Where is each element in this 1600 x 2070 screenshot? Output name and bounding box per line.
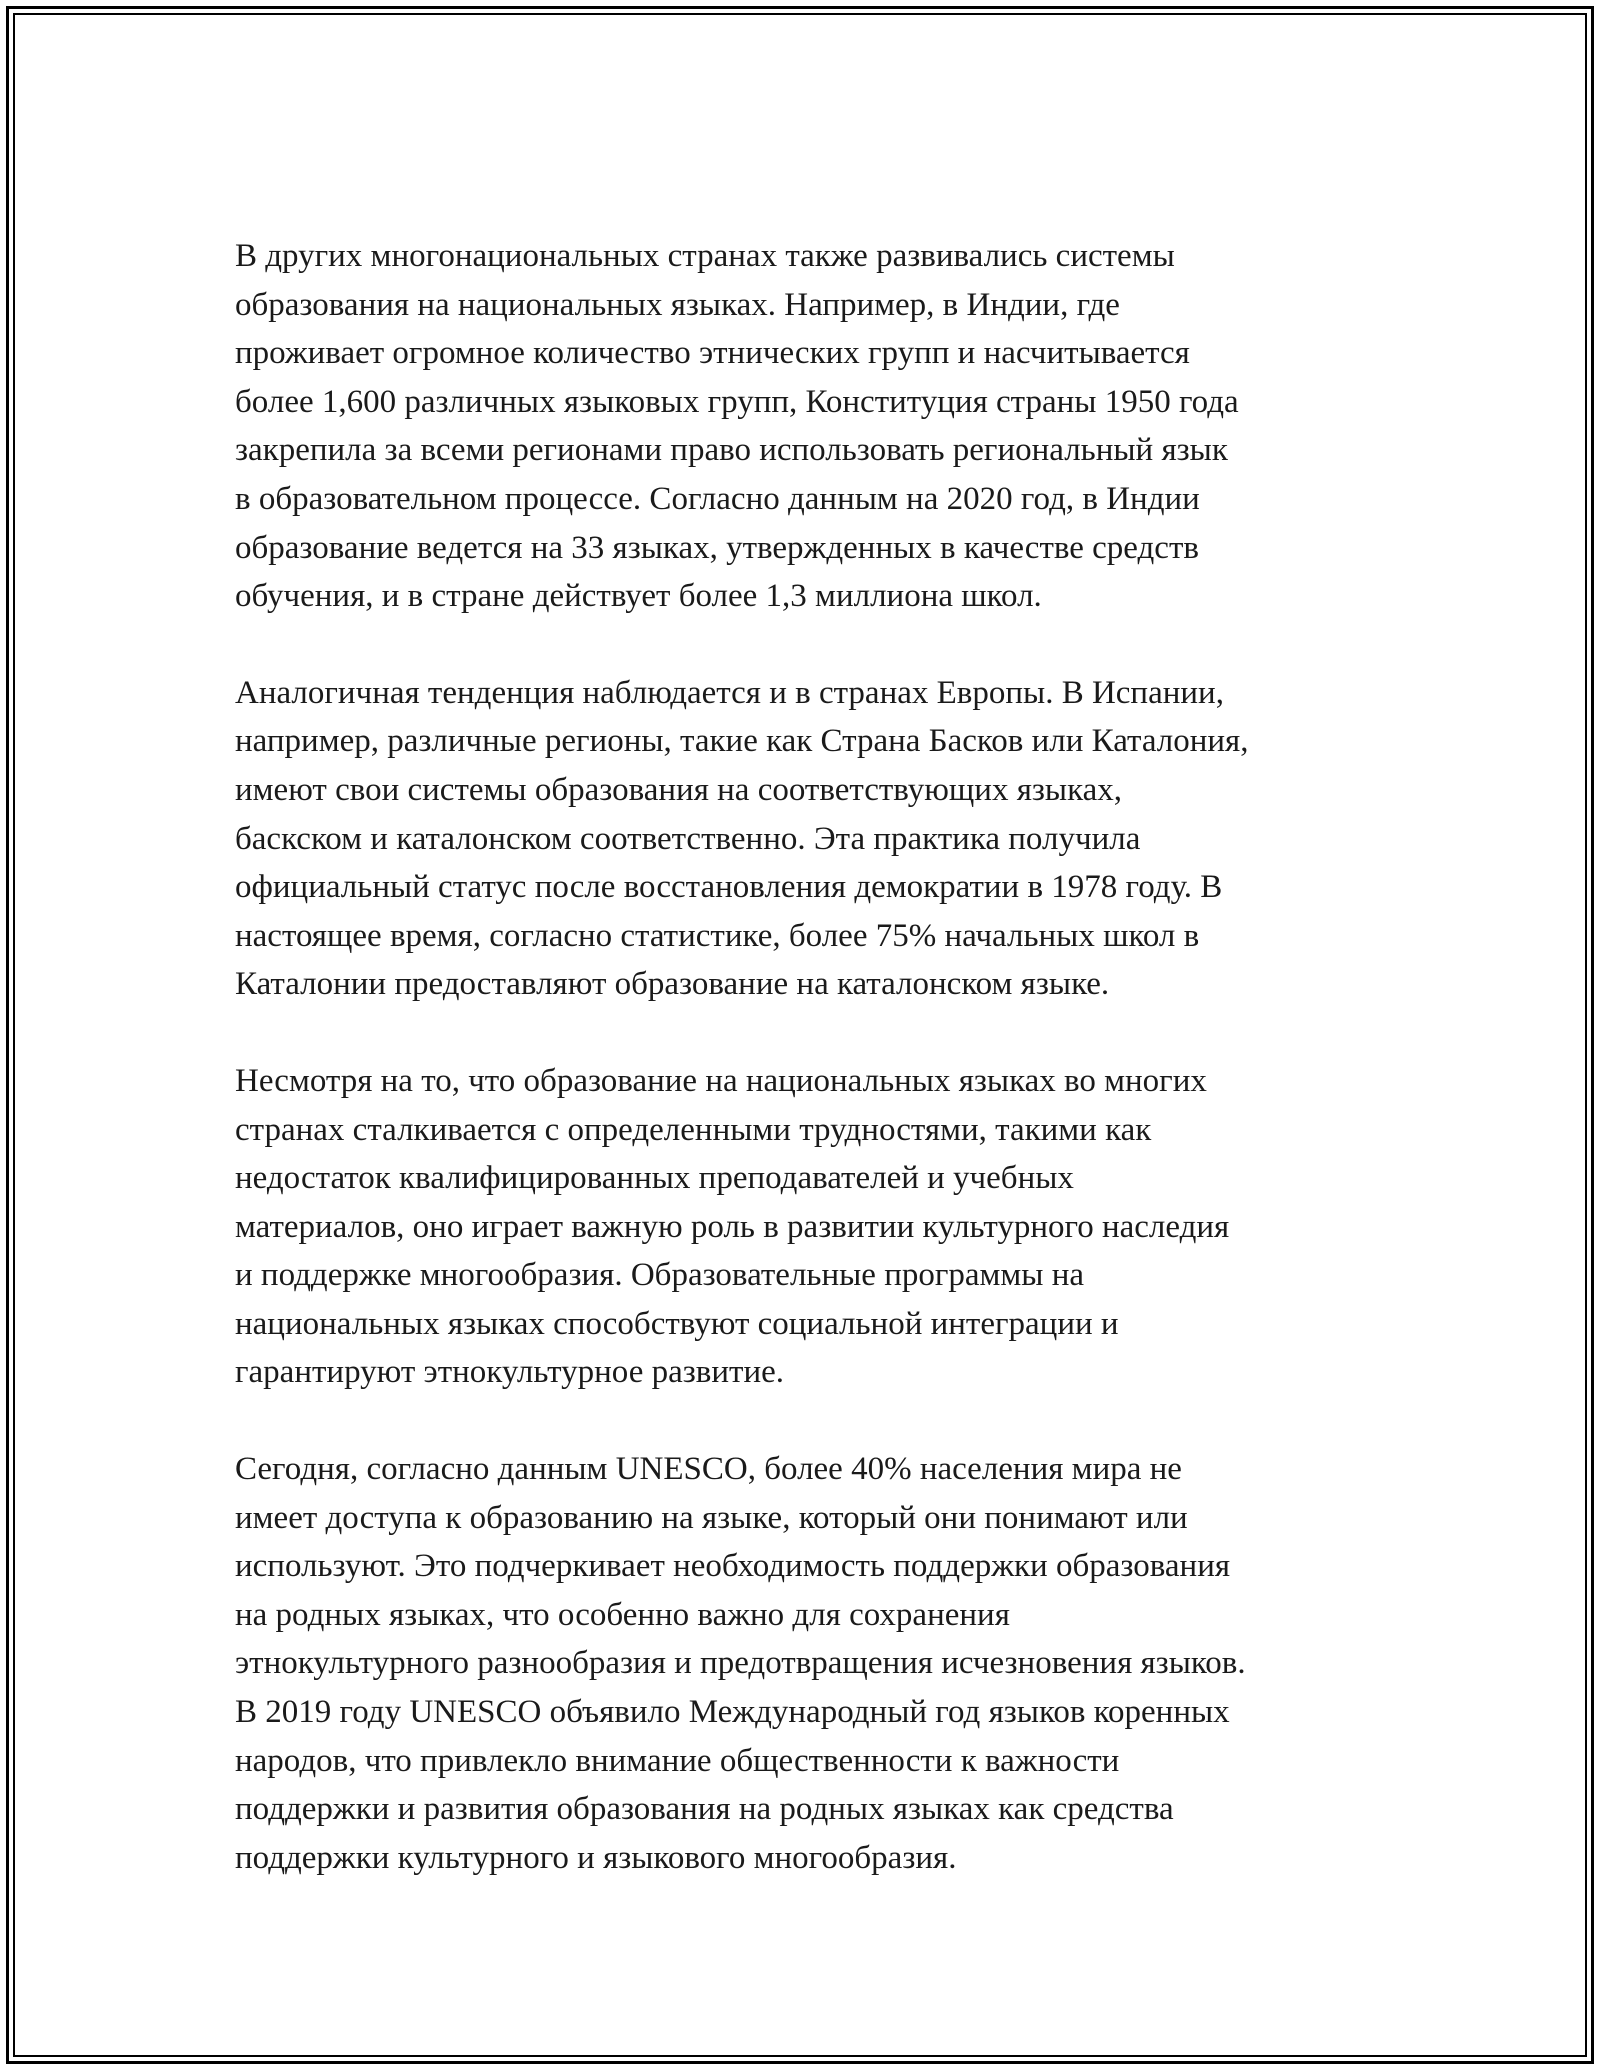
paragraph-india: В других многонациональных странах также развивались системы образования на национальных языках. Например, в Индии, где проживает огромное количество этнических групп и насчитывается более 1,600 различных языковых групп, Конституция страны 1950 года закрепила за всеми регионами право использовать региональный язык в образовательном процессе. Согласно данным на 2020 год, в Индии образование ведется на 33 языках, утвержденных в качестве средств обучения, и в стране действует более 1,3 миллиона школ. <box>235 238 1239 615</box>
document-body <box>235 232 1385 1930</box>
paragraph-challenges: Несмотря на то, что образование на национальных языках во многих странах сталкивается с определенными трудностями, такими как недостаток квалифицированных преподавателей и учебных материалов, оно играет важную роль в развитии культурного наследия и поддержке многообразия. Образовательные программы на национальных языках способствуют социальной интеграции и гарантируют этнокультурное развитие. <box>235 1062 1230 1391</box>
paragraph-unesco: Сегодня, согласно данным UNESCO, более 40% населения мира не имеет доступа к образованию на языке, который они понимают или используют. Это подчеркивает необходимость поддержки образования на родных языках, что особенно важно для сохранения этнокультурного разнообразия и предотвращения исчезновения языков. В 2019 году UNESCO объявило Международный год языков коренных народов, что привлекло внимание общественности к важности поддержки и развития образования на родных языках как средства поддержки культурного и языкового многообразия. <box>235 1451 1246 1876</box>
paragraph-europe: Аналогичная тенденция наблюдается и в странах Европы. В Испании, например, различные регионы, такие как Страна Басков или Каталония, имеют свои системы образования на соответствующих языках, баскском и каталонском соответственно. Эта практика получила официальный статус после восстановления демократии в 1978 году. В настоящее время, согласно статистике, более 75% начальных школ в Каталонии предоставляют образование на каталонском языке. <box>235 674 1249 1003</box>
